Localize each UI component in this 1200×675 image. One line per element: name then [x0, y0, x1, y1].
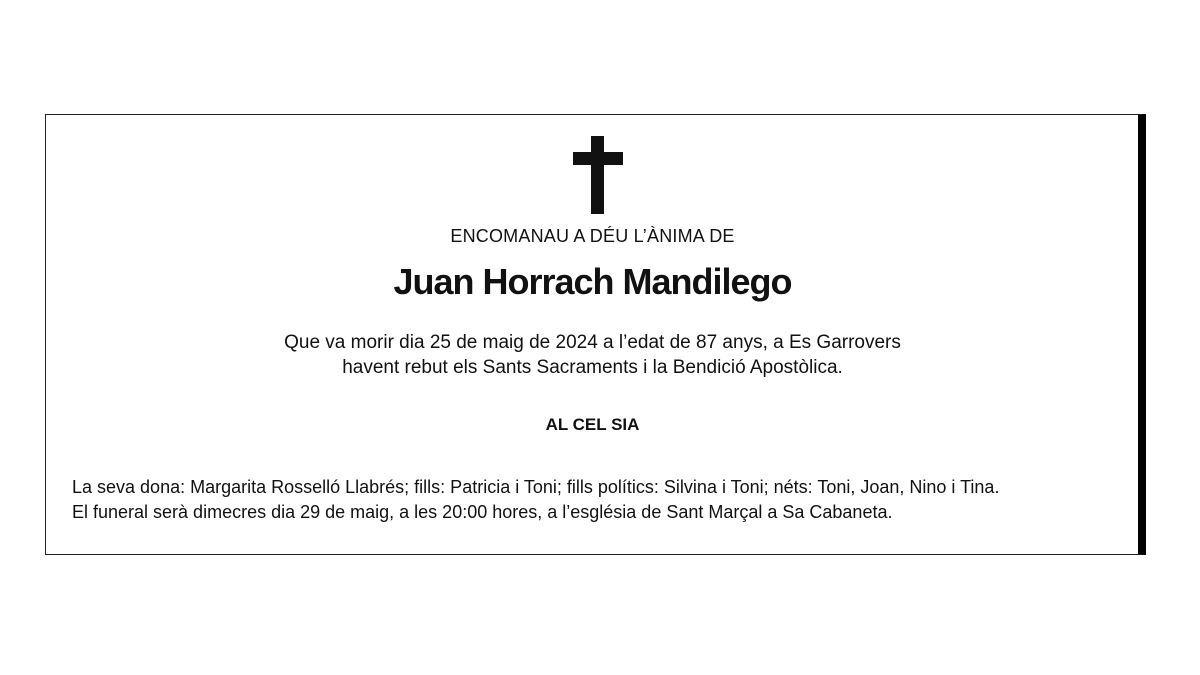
cross-horizontal-bar — [573, 152, 623, 165]
family-and-funeral-info — [72, 475, 1122, 525]
family-line: La seva dona: Margarita Rosselló Llabrés; fills: Patricia i Toni; fills polítics: Silvina i Toni; néts: Toni, Joan, Nino i Tina. — [72, 477, 1000, 497]
death-details — [46, 330, 1139, 380]
blessing-text: AL CEL SIA — [545, 415, 640, 434]
death-details-line-2: havent rebut els Sants Sacraments i la Bendició Apostòlica. — [342, 357, 843, 378]
intro-heading: ENCOMANAU A DÉU L’ÀNIMA DE — [450, 226, 735, 246]
cross-icon — [573, 136, 623, 214]
deceased-name: Juan Horrach Mandilego — [393, 261, 792, 302]
death-details-line-1: Que va morir dia 25 de maig de 2024 a l’edat de 87 anys, a Es Garrovers — [284, 332, 901, 353]
funeral-line: El funeral serà dimecres dia 29 de maig, a les 20:00 hores, a l’església de Sant Marçal a Sa Cabaneta. — [72, 502, 893, 522]
cross-vertical-bar — [591, 136, 604, 214]
obituary-notice — [45, 114, 1146, 555]
